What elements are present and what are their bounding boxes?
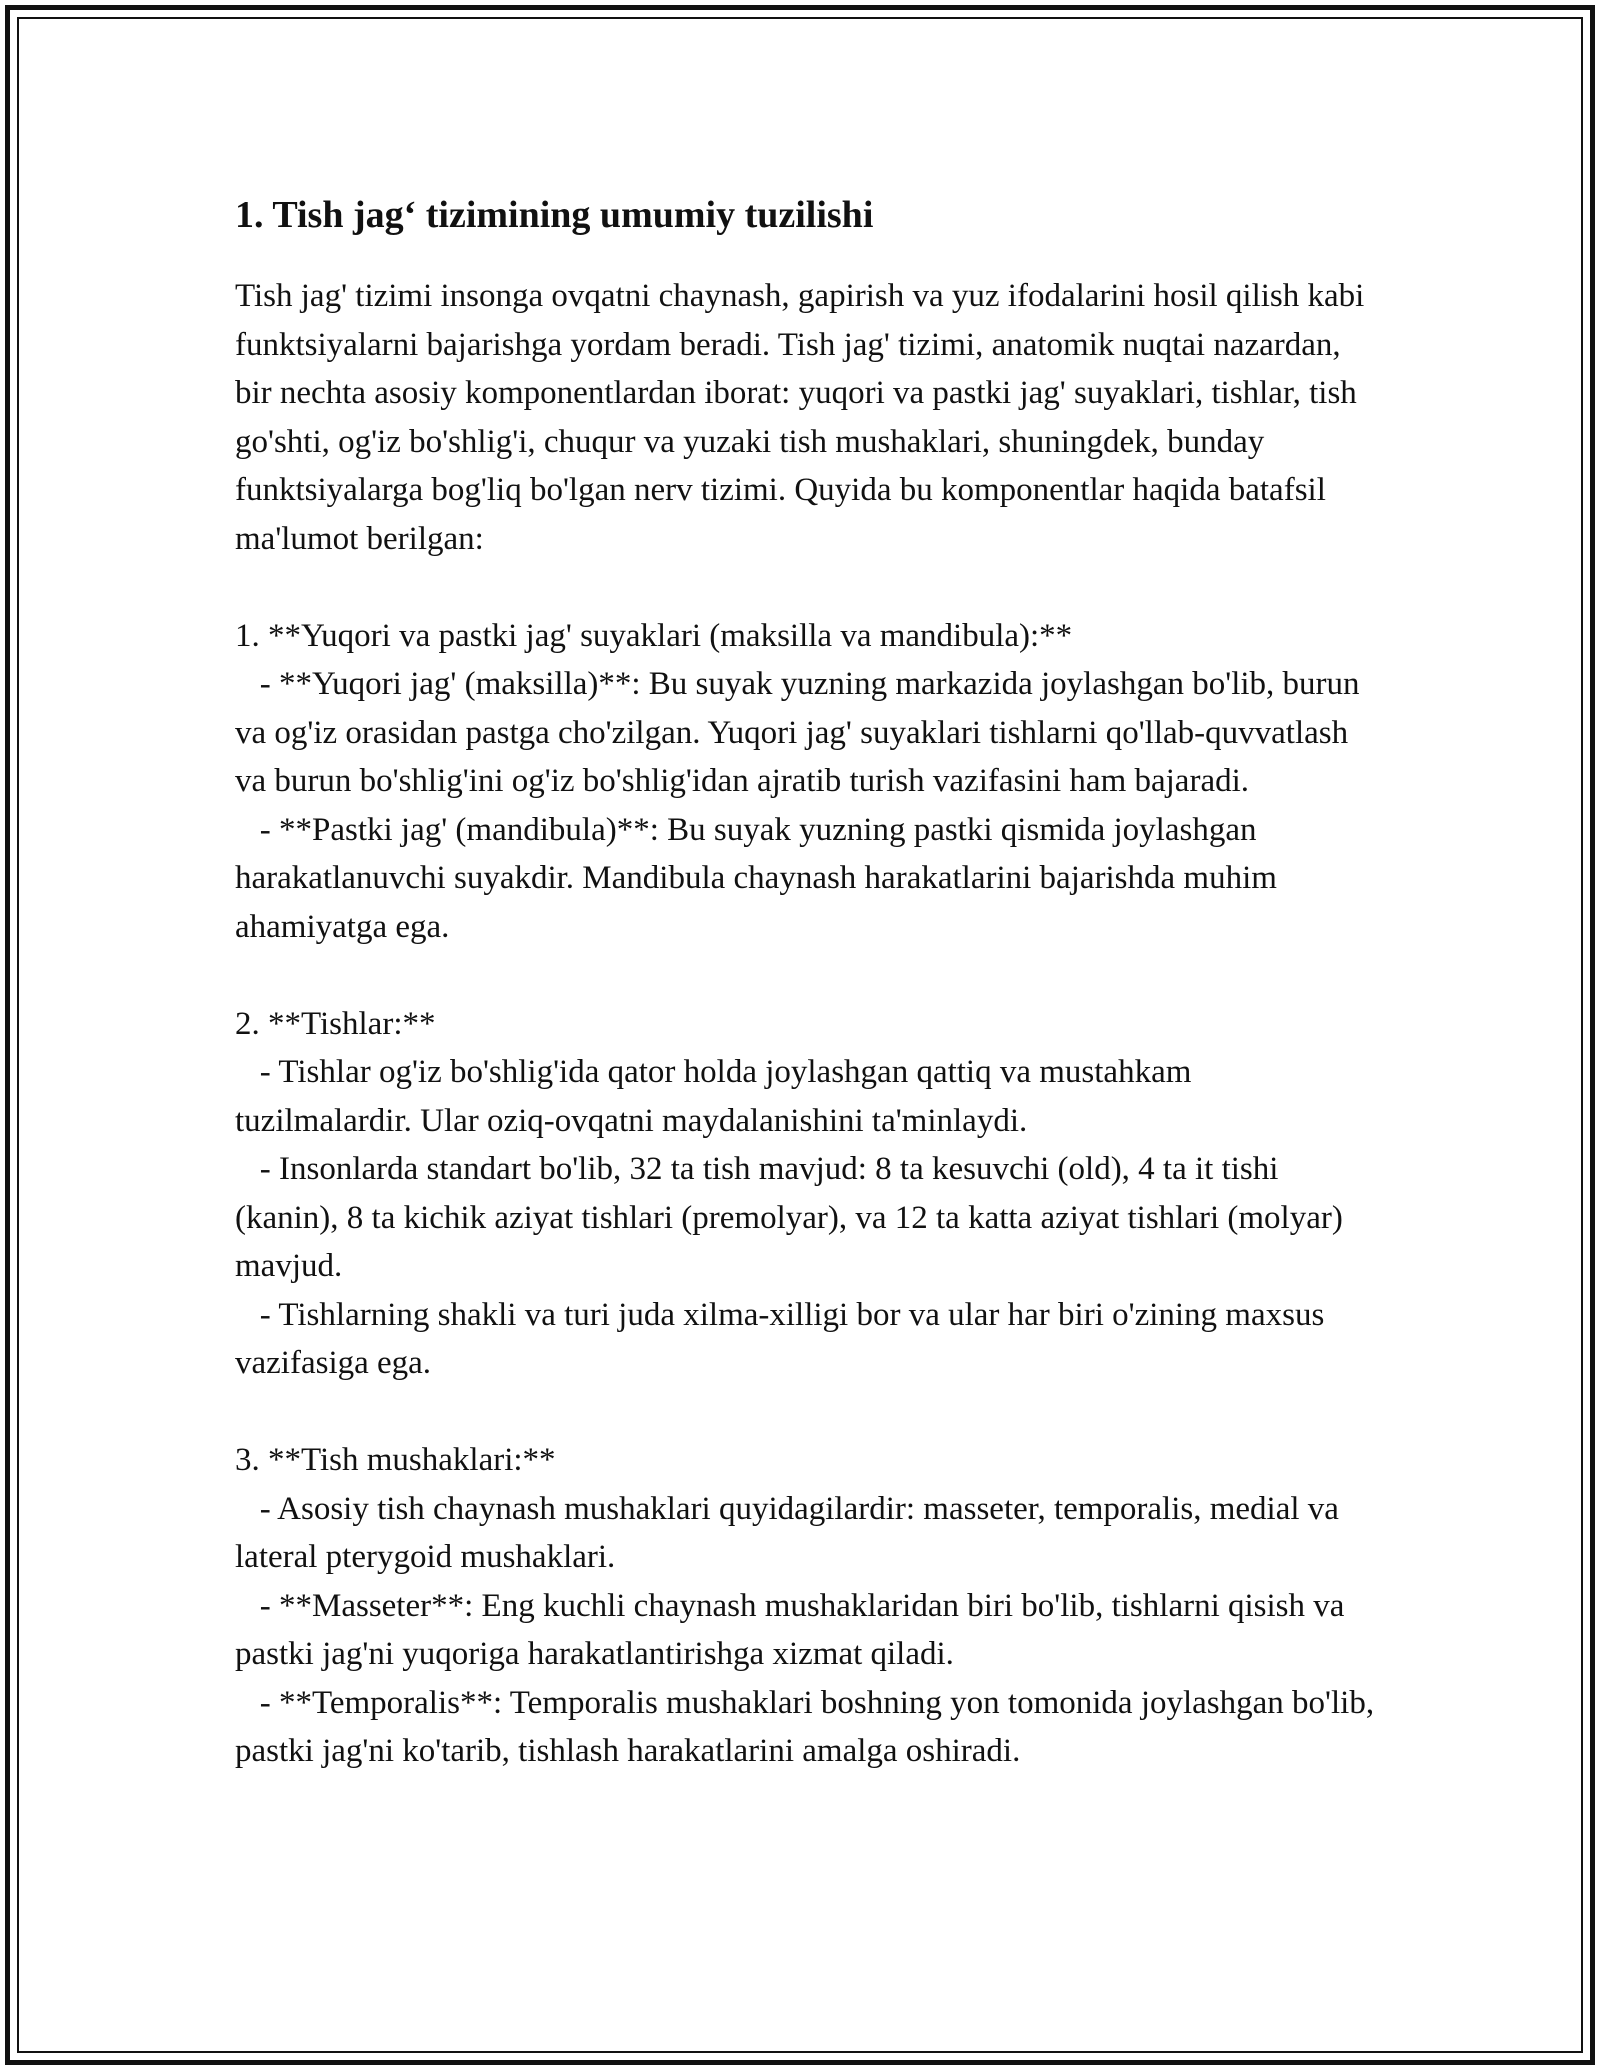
list-item: - Asosiy tish chaynash mushaklari quyidagilardir: masseter, temporalis, medial va lateral pterygoid mushaklari. [235, 1490, 1348, 1575]
list-item: - **Yuqori jag' (maksilla)**: Bu suyak yuzning markazida joylashgan bo'lib, burun va og'iz orasidan pastga cho'zilgan. Yuqori jag' suyaklari tishlarni qo'llab-quvvatlash va burun bo'shlig'ini og'iz bo'shlig'idan ajratib turish vazifasini ham bajaradi. [235, 666, 1368, 799]
paragraph-spacer [235, 563, 1375, 612]
list-item: - Tishlar og'iz bo'shlig'ida qator holda joylashgan qattiq va mustahkam tuzilmalardir. Ular oziq-ovqatni maydalanishini ta'minlaydi. [235, 1054, 1200, 1139]
paragraph-spacer [235, 951, 1375, 1000]
document-title: 1. Tish jag‘ tizimining umumiy tuzilishi [235, 194, 874, 236]
section-heading: 1. **Yuqori va pastki jag' suyaklari (maksilla va mandibula):** [235, 617, 1073, 654]
intro-paragraph: Tish jag' tizimi insonga ovqatni chaynash, gapirish va yuz ifodalarini hosil qilish kabi funktsiyalarni bajarishga yordam beradi. Tish jag' tizimi, anatomik nuqtai nazardan, bir nechta asosiy komponentlardan iborat: yuqori va pastki jag' suyaklari, tishlar, tish go'shti, og'iz bo'shlig'i, chuqur va yuzaki tish mushaklari, shuningdek, bunday funktsiyalarga bog'liq bo'lgan nerv tizimi. Quyida bu komponentlar haqida batafsil ma'lumot berilgan: [235, 278, 1373, 557]
document-body [235, 188, 1383, 1776]
section-heading: 2. **Tishlar:** [235, 1005, 436, 1042]
list-item: - Tishlarning shakli va turi juda xilma-xilligi bor va ular har biri o'zining maxsus vazifasiga ega. [235, 1296, 1333, 1381]
section-jaw-bones [235, 612, 1375, 952]
list-item: - **Masseter**: Eng kuchli chaynash mushaklaridan biri bo'lib, tishlarni qisish va pastki jag'ni yuqoriga harakatlantirishga xizmat qiladi. [235, 1587, 1353, 1672]
section-heading: 3. **Tish mushaklari:** [235, 1442, 556, 1478]
paragraph-spacer [235, 1388, 1375, 1437]
section-muscles [235, 1436, 1383, 1776]
list-item: - **Temporalis**: Temporalis mushaklari boshning yon tomonida joylashgan bo'lib, pastki jag'ni ko'tarib, tishlash harakatlarini amalga oshiradi. [235, 1684, 1383, 1769]
section-teeth [235, 1000, 1375, 1388]
list-item: - **Pastki jag' (mandibula)**: Bu suyak yuzning pastki qismida joylashgan harakatlanuvchi suyakdir. Mandibula chaynash harakatlarini bajarishda muhim ahamiyatga ega. [235, 811, 1286, 945]
list-item: - Insonlarda standart bo'lib, 32 ta tish mavjud: 8 ta kesuvchi (old), 4 ta it tishi (kanin), 8 ta kichik aziyat tishlari (premolyar), va 12 ta katta aziyat tishlari (molyar) mavjud. [235, 1151, 1352, 1284]
